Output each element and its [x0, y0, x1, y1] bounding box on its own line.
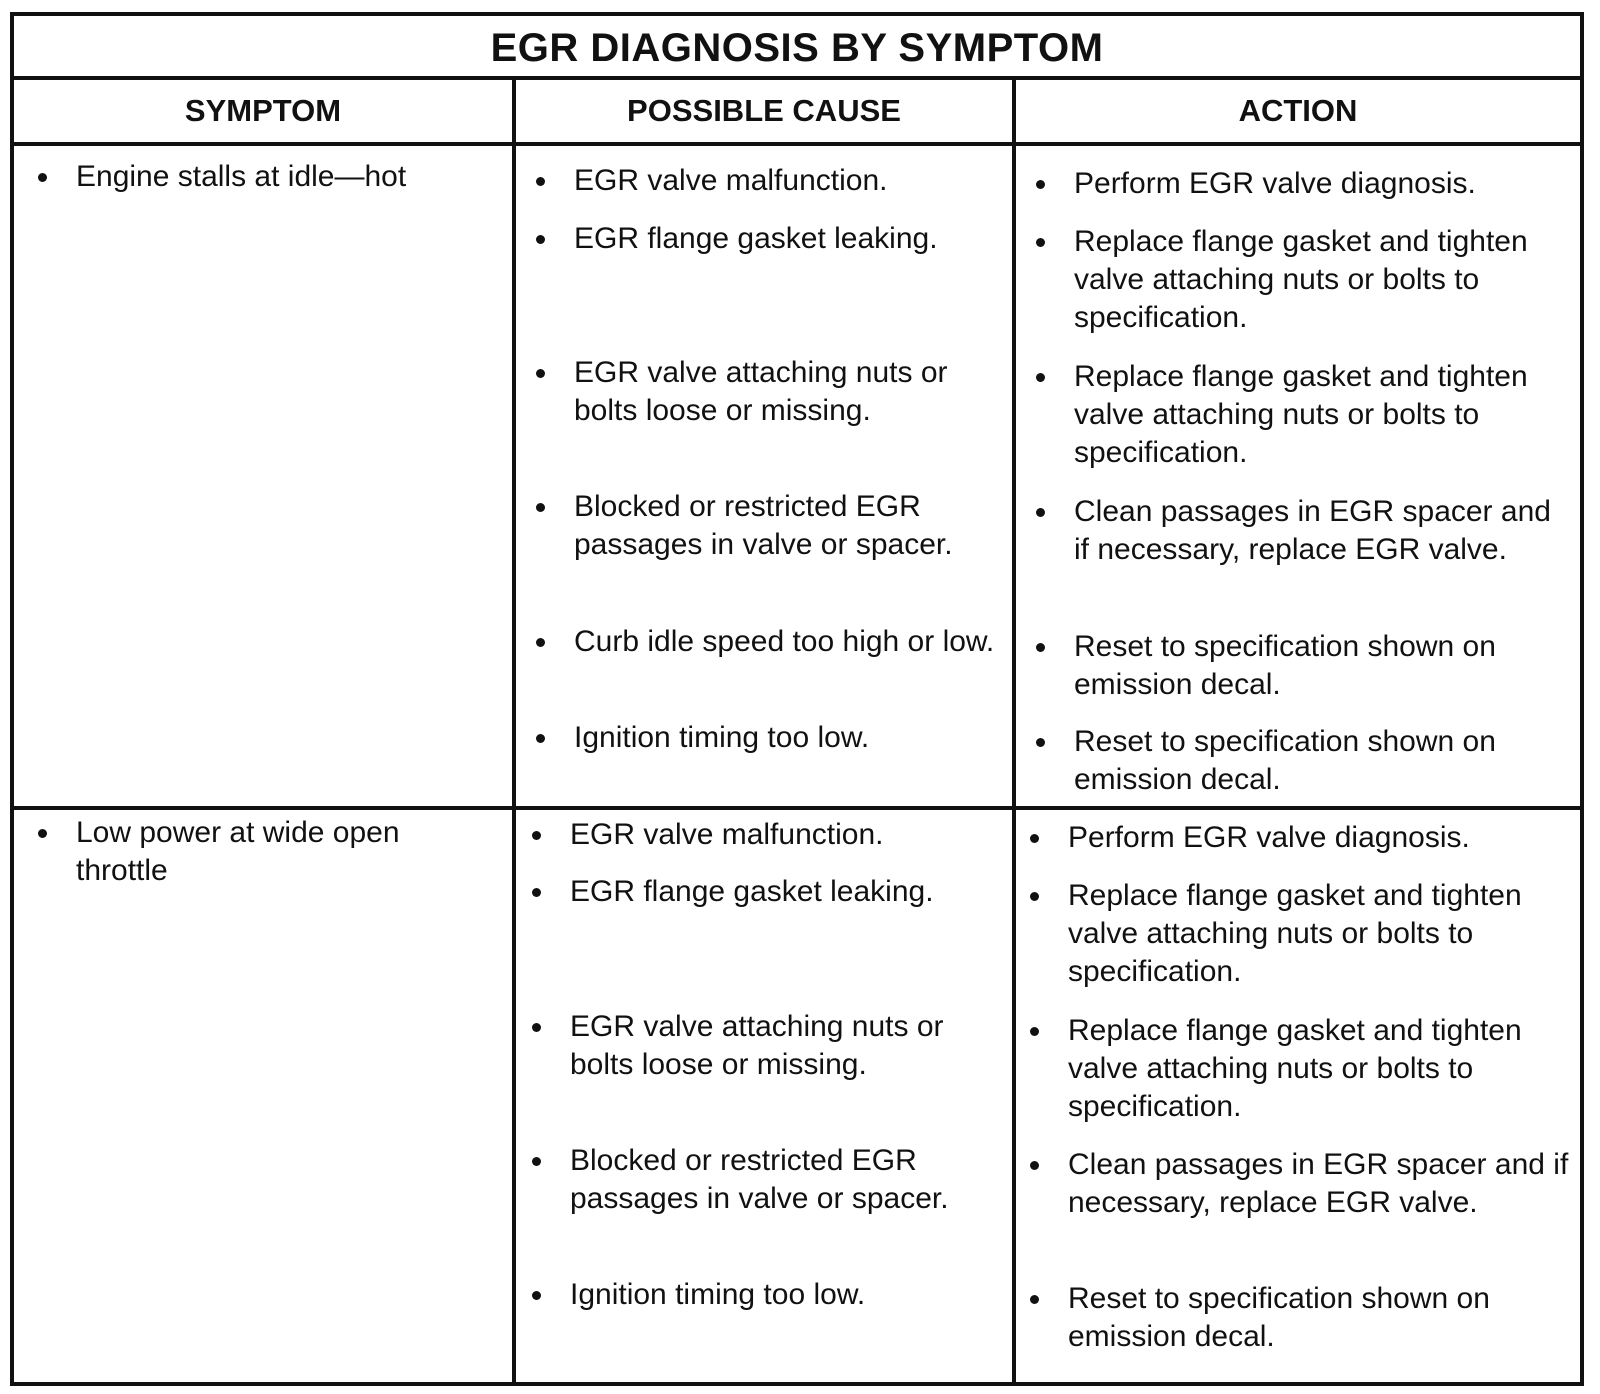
bullet-icon: [536, 369, 545, 378]
column-divider: [512, 80, 516, 1382]
action-item: Reset to specification shown on emission decal.: [1020, 1280, 1572, 1356]
header-possible-cause: POSSIBLE CAUSE: [516, 80, 1012, 146]
bullet-icon: [536, 638, 545, 647]
bullet-icon: [38, 173, 47, 182]
action-item: Reset to specification shown on emission decal.: [1026, 723, 1574, 799]
action-item: Clean passages in EGR spacer and if necessary, replace EGR valve.: [1026, 493, 1574, 569]
table-title: EGR DIAGNOSIS BY SYMPTOM: [14, 16, 1580, 80]
bullet-icon: [1030, 1161, 1039, 1170]
bullet-icon: [1036, 373, 1045, 382]
symptom-cell: Engine stalls at idle—hot: [28, 158, 498, 196]
cause-item: EGR valve malfunction.: [522, 816, 1006, 854]
cause-item: Blocked or restricted EGR passages in valve or spacer.: [526, 488, 1006, 564]
action-item: Perform EGR valve diagnosis.: [1026, 165, 1574, 203]
action-item: Replace flange gasket and tighten valve attaching nuts or bolts to specification.: [1026, 358, 1574, 472]
header-action: ACTION: [1016, 80, 1580, 146]
action-item: Replace flange gasket and tighten valve attaching nuts or bolts to specification.: [1020, 1012, 1572, 1126]
cause-item: EGR valve attaching nuts or bolts loose or missing.: [522, 1008, 1006, 1084]
cause-item: EGR valve attaching nuts or bolts loose or missing.: [526, 354, 1006, 430]
bullet-icon: [1030, 1295, 1039, 1304]
bullet-icon: [38, 829, 47, 838]
cause-item: EGR valve malfunction.: [526, 162, 1006, 200]
bullet-icon: [1036, 738, 1045, 747]
cause-item: EGR flange gasket leaking.: [526, 220, 1006, 258]
bullet-icon: [536, 734, 545, 743]
action-item: Replace flange gasket and tighten valve attaching nuts or bolts to specification.: [1026, 223, 1574, 337]
column-divider: [1012, 80, 1016, 1382]
cause-item: Ignition timing too low.: [522, 1276, 1006, 1314]
bullet-icon: [536, 235, 545, 244]
diagnosis-table: [10, 12, 1584, 1386]
symptom-cell: Low power at wide open throttle: [28, 814, 498, 890]
cause-item: Ignition timing too low.: [526, 719, 1006, 757]
bullet-icon: [1036, 643, 1045, 652]
action-item: Reset to specification shown on emission decal.: [1026, 628, 1574, 704]
header-symptom: SYMPTOM: [14, 80, 512, 146]
bullet-icon: [532, 1291, 541, 1300]
bullet-icon: [1030, 834, 1039, 843]
action-item: Clean passages in EGR spacer and if necessary, replace EGR valve.: [1020, 1146, 1572, 1222]
bullet-icon: [536, 177, 545, 186]
bullet-icon: [536, 503, 545, 512]
bullet-icon: [1036, 508, 1045, 517]
action-item: Replace flange gasket and tighten valve attaching nuts or bolts to specification.: [1020, 877, 1572, 991]
row-divider: [14, 806, 1580, 810]
bullet-icon: [532, 1023, 541, 1032]
cause-item: EGR flange gasket leaking.: [522, 873, 1006, 911]
bullet-icon: [1036, 238, 1045, 247]
bullet-icon: [1036, 180, 1045, 189]
cause-item: Blocked or restricted EGR passages in valve or spacer.: [522, 1142, 1006, 1218]
bullet-icon: [532, 831, 541, 840]
bullet-icon: [1030, 892, 1039, 901]
action-item: Perform EGR valve diagnosis.: [1020, 819, 1572, 857]
bullet-icon: [1030, 1027, 1039, 1036]
bullet-icon: [532, 888, 541, 897]
bullet-icon: [532, 1157, 541, 1166]
cause-item: Curb idle speed too high or low.: [526, 623, 1006, 661]
